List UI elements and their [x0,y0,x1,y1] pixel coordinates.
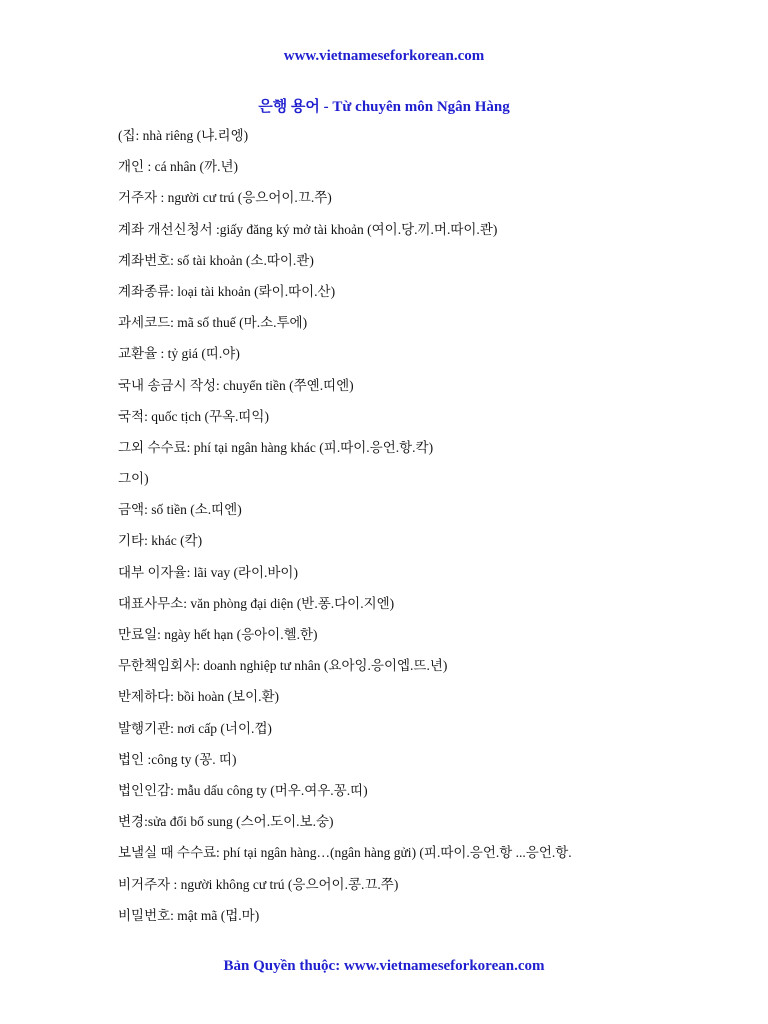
list-item: 비밀번호: mật mã (멉.마) [118,907,260,923]
list-item: 계좌종류: loại tài khoản (롸이.따이.산) [118,283,336,299]
list-item: 무한책임회사: doanh nghiệp tư nhân (요아잉.응이엡.뜨.년) [118,658,448,674]
list-item: 기타: khác (칵) [118,533,203,549]
list-item: 계좌번호: số tài khoản (소.따이.콴) [118,252,314,268]
list-item: 그이) [118,471,149,487]
list-item: 만료일: ngày hết hạn (응아이.헬.한) [118,627,318,642]
list-item: 개인 : cá nhân (까.년) [118,159,239,175]
list-item: 대표사무소: văn phòng đại diện (반.퐁.다이.지엔) [118,595,395,611]
list-item: (집: nhà riêng (냐.리엥) [118,128,249,143]
list-item: 계좌 개선신청서 :giấy đăng ký mở tài khoản (여이.당.끼.머.따이.콴) [118,221,498,237]
list-item: 그외 수수료: phí tại ngân hàng khác (피.따이.응언.항.칵) [118,439,434,455]
list-item: 대부 이자율: lãi vay (라이.바이) [118,564,298,580]
list-item: 비거주자 : người không cư trú (응으어이.콩.끄.쭈) [118,876,399,892]
page-title: 은행 용어 - Từ chuyên môn Ngân Hàng [258,99,510,115]
list-item: 반제하다: bồi hoàn (보이.환) [118,689,280,705]
header-website-url: www.vietnameseforkorean.com [283,48,485,64]
list-item: 법인 :công ty (꽁. 띠) [118,751,237,767]
list-item: 법인인감: mẫu dấu công ty (머우.여우.꽁.띠) [118,782,368,798]
list-item: 국내 송금시 작성: chuyển tiền (쭈옌.띠엔) [118,377,354,393]
list-item: 거주자 : người cư trú (응으어이.끄.쭈) [118,190,332,206]
list-item: 발행기관: nơi cấp (너이.껍) [118,720,272,736]
list-item: 과세코드: mã số thuế (마.소.투에) [118,315,308,331]
list-item: 국적: quốc tịch (꾸옥.띠익) [118,408,269,424]
list-item: 변경:sửa đổi bổ sung (스어.도이.보.숭) [118,814,334,830]
list-item: 보낼실 때 수수료: phí tại ngân hàng…(ngân hàng gửi) (피.따이.응언.항 ...응언.항. [118,845,572,861]
list-item: 교환율 : tỷ giá (띠.야) [118,346,240,362]
list-item: 금액: số tiền (소.띠엔) [118,502,242,518]
footer-copyright: Bản Quyền thuộc: www.vietnameseforkorean.com [223,958,545,974]
vocabulary-list [118,126,738,937]
